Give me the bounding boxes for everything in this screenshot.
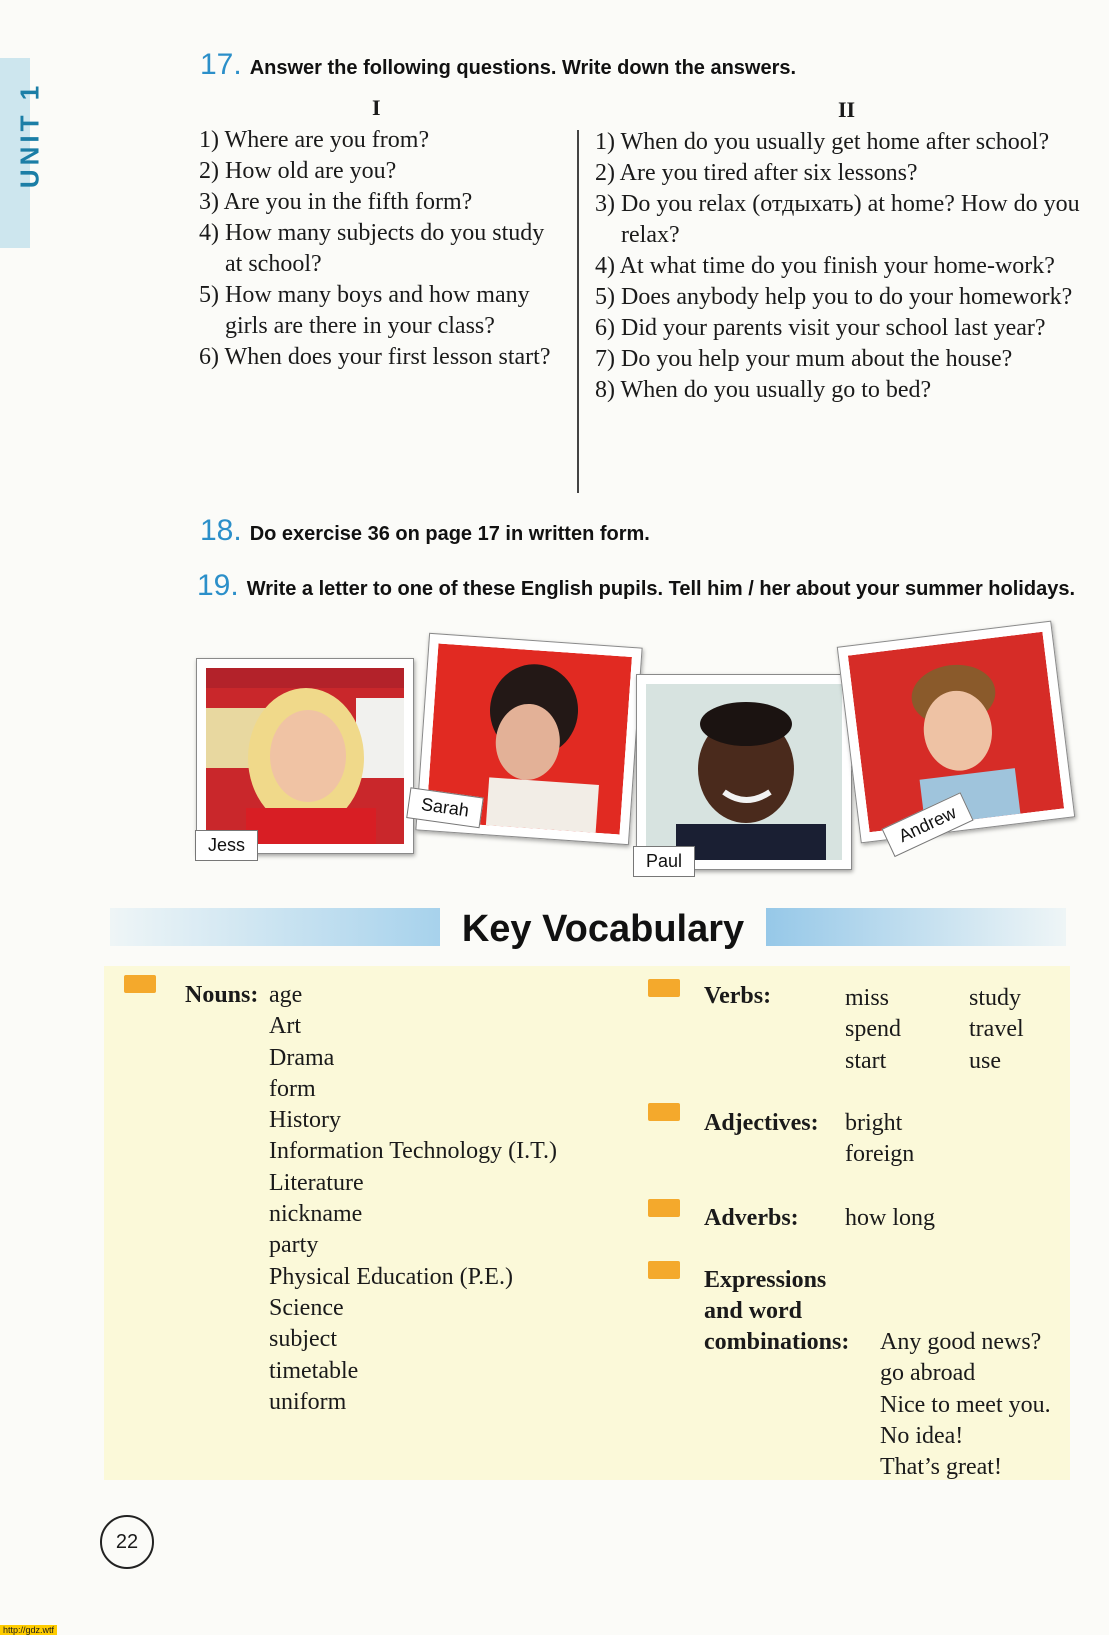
question-item: 2) Are you tired after six lessons? xyxy=(595,160,918,186)
bullet-marker xyxy=(648,1261,680,1279)
noun-item: age xyxy=(269,982,303,1008)
noun-item: Information Technology (I.T.) xyxy=(269,1138,558,1165)
question-list-i xyxy=(199,125,554,373)
verb-item: use xyxy=(969,1047,1001,1074)
exercise-18-heading xyxy=(200,514,650,548)
question-item: 2) How old are you? xyxy=(199,158,397,184)
noun-item: uniform xyxy=(269,1388,347,1415)
photo-card-sarah xyxy=(415,633,642,845)
noun-item: subject xyxy=(269,1326,337,1353)
bullet-marker xyxy=(648,1199,680,1217)
photo-card-jess xyxy=(196,658,414,854)
exercise-19-heading xyxy=(197,569,1097,604)
expression-item: No idea! xyxy=(880,1422,964,1449)
question-item: 6) When does your first lesson start? xyxy=(199,344,551,370)
exercise-instruction: Write a letter to one of these English pupils. Tell him / her about your summer holidays. xyxy=(246,578,1075,600)
exercise-number: 18. xyxy=(200,514,242,547)
verb-item: study xyxy=(969,985,1022,1011)
footer-credit: http://gdz.wtf xyxy=(0,1625,57,1635)
adjectives-label: Adjectives: xyxy=(704,1110,819,1136)
pupil-photo xyxy=(206,668,404,844)
question-item: 7) Do you help your mum about the house? xyxy=(595,346,1013,372)
photo-name-tag: Paul xyxy=(633,846,695,877)
unit-label: UNIT 1 xyxy=(14,81,45,189)
verb-item: spend xyxy=(845,1016,901,1043)
exercise-17-heading xyxy=(200,48,796,82)
question-item: 3) Are you in the fifth form? xyxy=(199,189,473,215)
photo-card-paul xyxy=(636,674,852,870)
question-item: 5) How many boys and how many girls are there in your class? xyxy=(199,282,530,339)
question-item: 1) Where are you from? xyxy=(199,127,430,153)
noun-item: party xyxy=(269,1232,319,1259)
noun-item: Literature xyxy=(269,1169,364,1196)
verbs-label: Verbs: xyxy=(704,983,772,1009)
noun-item: Science xyxy=(269,1294,344,1321)
exercise-number: 17. xyxy=(200,48,242,81)
page-number: 22 xyxy=(100,1515,154,1569)
bullet-marker xyxy=(648,979,680,997)
expressions-label: Expressions and word combinations: xyxy=(704,1267,850,1355)
question-item: 5) Does anybody help you to do your homework? xyxy=(595,284,1073,310)
noun-item: Drama xyxy=(269,1044,335,1071)
pupil-photo xyxy=(646,684,842,860)
exercise-instruction: Answer the following questions. Write down the answers. xyxy=(249,57,797,79)
adverbs-list xyxy=(845,1203,935,1234)
noun-item: nickname xyxy=(269,1201,363,1228)
noun-item: form xyxy=(269,1075,316,1102)
expression-item: Any good news? xyxy=(880,1329,1042,1355)
column-divider xyxy=(577,130,579,493)
photo-name-tag: Andrew xyxy=(882,792,974,857)
column-heading-i: I xyxy=(372,95,381,120)
noun-item: History xyxy=(269,1107,341,1134)
noun-item: Art xyxy=(269,1013,301,1040)
question-item: 3) Do you relax (отдыхать) at home? How do you relax? xyxy=(595,191,1080,248)
verbs-list-1 xyxy=(845,983,901,1077)
question-item: 6) Did your parents visit your school last year? xyxy=(595,315,1046,341)
column-heading-ii: II xyxy=(838,97,856,122)
question-item: 4) At what time do you finish your home-work? xyxy=(595,253,1055,279)
photo-name-tag: Sarah xyxy=(406,787,484,828)
question-item: 4) How many subjects do you study at school? xyxy=(199,220,545,277)
photo-card-andrew xyxy=(837,621,1076,847)
adverbs-label: Adverbs: xyxy=(704,1205,799,1231)
key-vocabulary-title: Key Vocabulary xyxy=(461,908,745,950)
nouns-list xyxy=(269,980,557,1418)
photo-name-tag: Jess xyxy=(195,830,258,861)
title-band-left xyxy=(110,908,440,946)
exercise-number: 19. xyxy=(197,569,239,602)
question-item: 1) When do you usually get home after school? xyxy=(595,129,1050,155)
question-list-ii xyxy=(595,127,1107,406)
noun-item: Physical Education (P.E.) xyxy=(269,1263,513,1290)
question-item: 8) When do you usually go to bed? xyxy=(595,377,932,403)
expression-item: Nice to meet you. xyxy=(880,1391,1051,1418)
verb-item: start xyxy=(845,1047,887,1074)
adjectives-list xyxy=(845,1108,914,1171)
verbs-list-2 xyxy=(969,983,1024,1077)
nouns-label: Nouns: xyxy=(185,982,259,1008)
adverb-item: how long xyxy=(845,1205,935,1231)
verb-item: travel xyxy=(969,1016,1024,1043)
noun-item: timetable xyxy=(269,1357,359,1384)
adjective-item: foreign xyxy=(845,1141,915,1168)
bullet-marker xyxy=(124,975,156,993)
exercise-instruction: Do exercise 36 on page 17 in written form. xyxy=(249,523,650,545)
expression-item: go abroad xyxy=(880,1360,976,1387)
bullet-marker xyxy=(648,1103,680,1121)
expressions-list xyxy=(880,1327,1051,1483)
title-band-right xyxy=(766,908,1066,946)
verb-item: miss xyxy=(845,985,890,1011)
adjective-item: bright xyxy=(845,1110,903,1136)
expression-item: That’s great! xyxy=(880,1454,1002,1481)
